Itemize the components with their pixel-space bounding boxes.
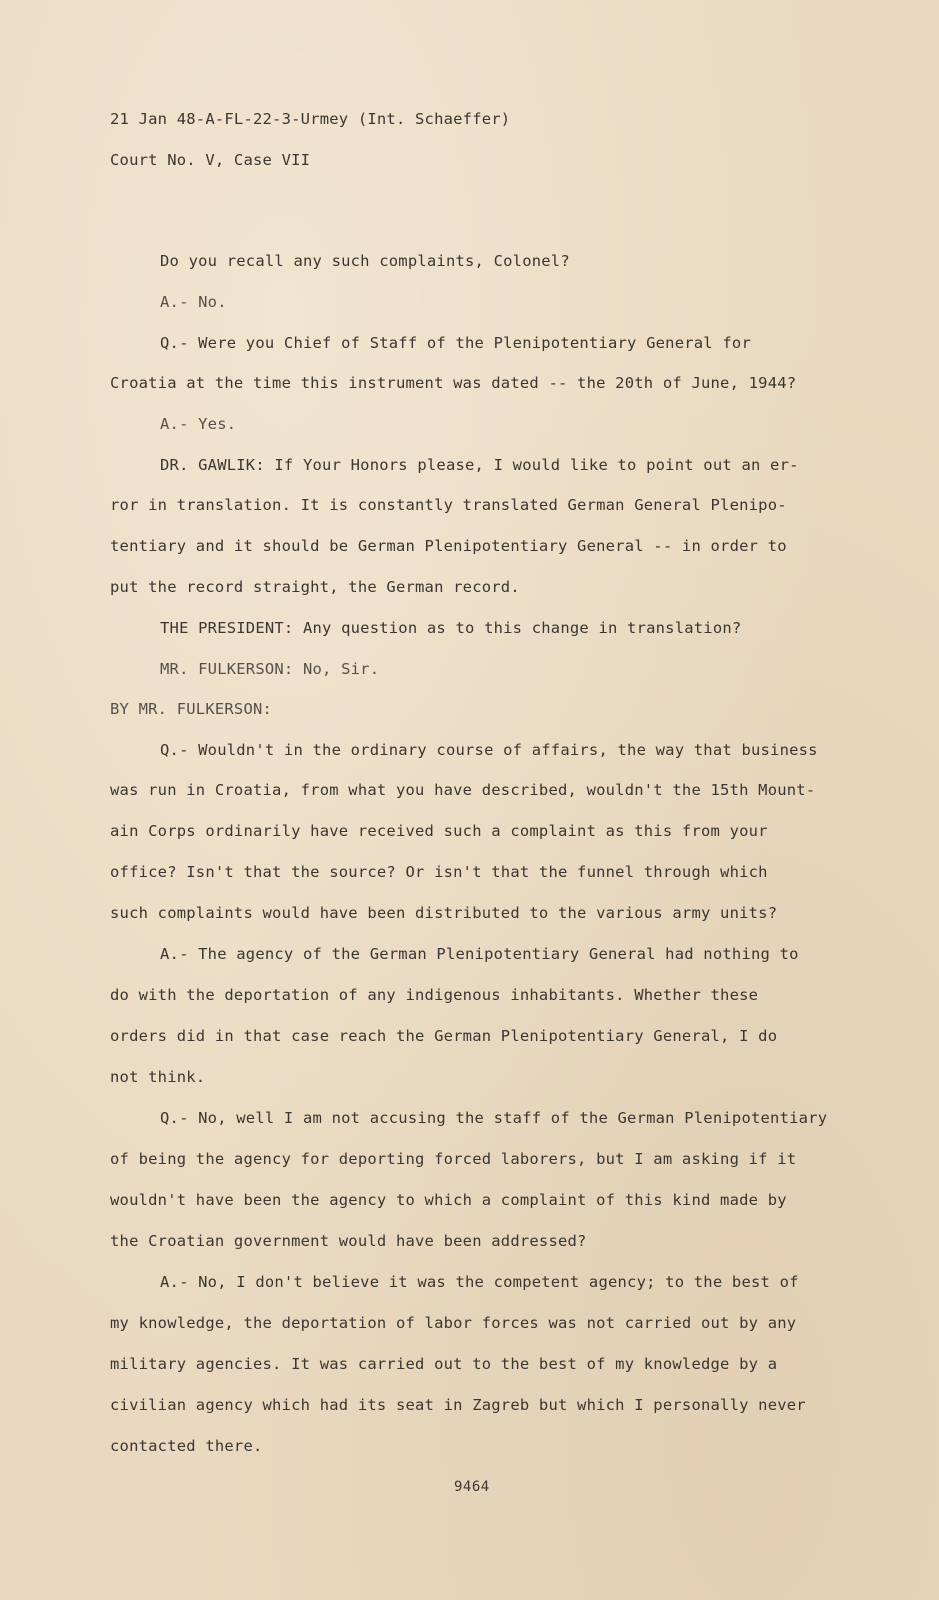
transcript-line: tentiary and it should be German Plenipotentiary General -- in order to: [110, 537, 787, 555]
transcript-line: A.- No.: [160, 293, 227, 311]
transcript-line: Q.- Were you Chief of Staff of the Plenipotentiary General for: [160, 334, 751, 352]
transcript-line: Q.- Wouldn't in the ordinary course of affairs, the way that business: [160, 741, 818, 759]
transcript-line: office? Isn't that the source? Or isn't that the funnel through which: [110, 863, 768, 881]
transcript-line: do with the deportation of any indigenous inhabitants. Whether these: [110, 986, 759, 1004]
transcript-line: THE PRESIDENT: Any question as to this change in translation?: [160, 619, 742, 637]
transcript-line: the Croatian government would have been addressed?: [110, 1232, 587, 1250]
transcript-line: MR. FULKERSON: No, Sir.: [160, 660, 380, 678]
transcript-line: was run in Croatia, from what you have described, wouldn't the 15th Mount-: [110, 781, 816, 799]
transcript-line: orders did in that case reach the German Plenipotentiary General, I do: [110, 1027, 778, 1045]
transcript-line: contacted there.: [110, 1437, 263, 1455]
transcript-line: Do you recall any such complaints, Colonel?: [160, 252, 570, 270]
transcript-line: put the record straight, the German record.: [110, 578, 520, 596]
transcript-line: Croatia at the time this instrument was dated -- the 20th of June, 1944?: [110, 374, 797, 392]
transcript-line: ain Corps ordinarily have received such a complaint as this from your: [110, 822, 768, 840]
transcript-line: A.- No, I don't believe it was the competent agency; to the best of: [160, 1273, 799, 1291]
transcript-line: military agencies. It was carried out to the best of my knowledge by a: [110, 1355, 778, 1373]
transcript-line: ror in translation. It is constantly translated German General Plenipo-: [110, 496, 787, 514]
transcript-line: my knowledge, the deportation of labor forces was not carried out by any: [110, 1314, 797, 1332]
transcript-line: civilian agency which had its seat in Zagreb but which I personally never: [110, 1396, 806, 1414]
transcript-line: such complaints would have been distributed to the various army units?: [110, 904, 778, 922]
transcript-line: A.- Yes.: [160, 415, 237, 433]
court-case-label: Court No. V, Case VII: [110, 151, 311, 169]
transcript-line: wouldn't have been the agency to which a complaint of this kind made by: [110, 1191, 787, 1209]
document-reference: 21 Jan 48-A-FL-22-3-Urmey (Int. Schaeffer): [110, 110, 511, 128]
transcript-line: Q.- No, well I am not accusing the staff of the German Plenipotentiary: [160, 1109, 828, 1127]
page-number: 9464: [454, 1479, 490, 1495]
transcript-line: of being the agency for deporting forced laborers, but I am asking if it: [110, 1150, 797, 1168]
transcript-line: not think.: [110, 1068, 206, 1086]
transcript-line: DR. GAWLIK: If Your Honors please, I would like to point out an er-: [160, 456, 799, 474]
transcript-line: A.- The agency of the German Plenipotentiary General had nothing to: [160, 945, 799, 963]
transcript-line: BY MR. FULKERSON:: [110, 700, 273, 718]
